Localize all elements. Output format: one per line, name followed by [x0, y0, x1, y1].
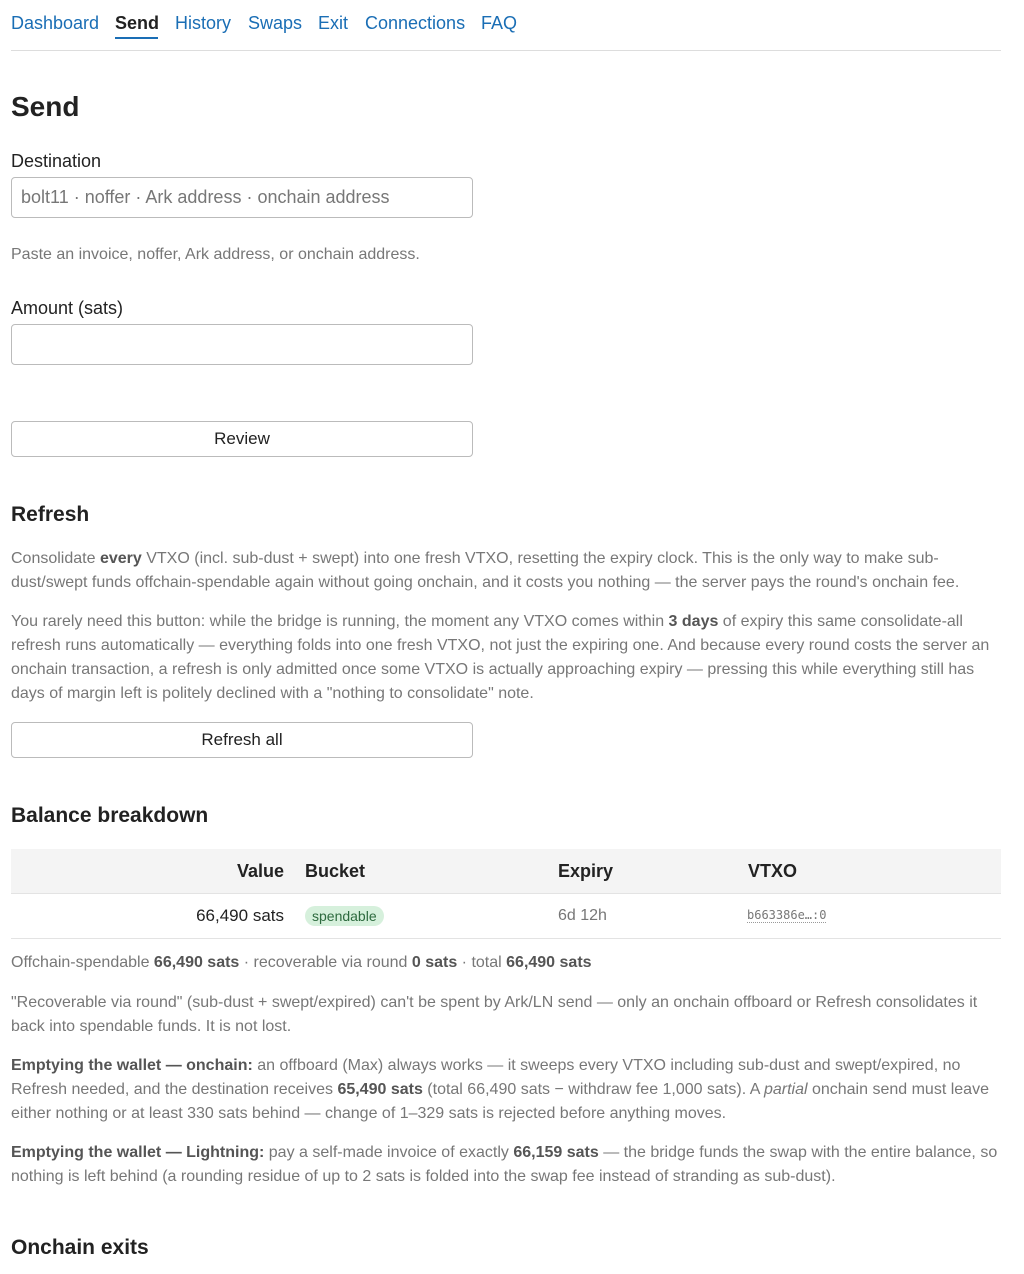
- row-expiry: 6d 12h: [558, 907, 607, 924]
- recoverable-note: "Recoverable via round" (sub-dust + swept/expired) can't be spent by Ark/LN send — only an onchain offboard or Refresh consolidates it back into spendable funds. It is not lost.: [11, 994, 978, 1035]
- balance-heading: Balance breakdown: [11, 804, 209, 827]
- onchain-exits-heading: Onchain exits: [11, 1236, 149, 1259]
- refresh-auto-note: You rarely need this button: while the bridge is running, the moment any VTXO comes within 3 days of expiry this same consolidate-all refresh runs automatically — everything folds into one fresh VTXO, not just the expiring one. And because every round costs the server an onchain transaction, a refresh is only admitted once some VTXO is actually approaching expiry — pressing this while everything still has days of margin left is politely declined with a "nothing to consolidate" note.: [11, 613, 990, 702]
- balance-table-header: [11, 849, 1001, 894]
- nav-history[interactable]: History: [175, 13, 232, 33]
- status-badge: spendable: [305, 906, 384, 926]
- balance-summary: Offchain-spendable 66,490 sats · recoverable via round 0 sats · total 66,490 sats: [11, 954, 592, 971]
- refresh-description: Consolidate every VTXO (incl. sub-dust + swept) into one fresh VTXO, resetting the expiry clock. This is the only way to make sub-dust/swept funds offchain-spendable again without going onchain, and it costs you nothing — the server pays the round's onchain fee.: [11, 550, 960, 591]
- refresh-all-button[interactable]: Refresh all: [11, 722, 473, 758]
- nav-faq[interactable]: FAQ: [481, 13, 518, 33]
- row-value: 66,490 sats: [196, 906, 284, 925]
- destination-hint: Paste an invoice, noffer, Ark address, or onchain address.: [11, 246, 420, 263]
- col-value: Value: [236, 861, 284, 881]
- top-nav: [11, 0, 1001, 51]
- active-tab-indicator: [115, 37, 158, 39]
- nav-exit[interactable]: Exit: [318, 13, 349, 33]
- nav-send[interactable]: Send: [115, 13, 160, 33]
- col-vtxo: VTXO: [748, 861, 798, 881]
- nav-swaps[interactable]: Swaps: [248, 13, 303, 33]
- col-bucket: Bucket: [305, 861, 366, 881]
- amount-input[interactable]: [11, 324, 473, 365]
- refresh-heading: Refresh: [11, 503, 90, 526]
- row-vtxo-id[interactable]: b663386e…:0: [747, 908, 827, 922]
- col-expiry: Expiry: [558, 861, 614, 881]
- amount-label: Amount (sats): [11, 298, 124, 318]
- page-title: Send: [11, 91, 80, 122]
- empty-lightning-note: Emptying the wallet — Lightning: pay a self-made invoice of exactly 66,159 sats — the bridge funds the swap with the entire balance, so nothing is left behind (a rounding residue of up to 2 sats is folded into the swap fee instead of stranding as sub-dust).: [11, 1144, 998, 1185]
- nav-connections[interactable]: Connections: [365, 13, 466, 33]
- destination-label: Destination: [11, 151, 102, 171]
- nav-dashboard[interactable]: Dashboard: [11, 13, 100, 33]
- empty-onchain-note: Emptying the wallet — onchain: an offboard (Max) always works — it sweeps every VTXO including sub-dust and swept/expired, no Refresh needed, and the destination receives 65,490 sats (total 66,490 sats − withdraw fee 1,000 sats). A partial onchain send must leave either nothing or at least 330 sats behind — change of 1–329 sats is rejected before anything moves.: [11, 1057, 989, 1122]
- table-row: [11, 894, 1001, 939]
- destination-input[interactable]: [11, 177, 473, 218]
- review-button[interactable]: Review: [11, 421, 473, 457]
